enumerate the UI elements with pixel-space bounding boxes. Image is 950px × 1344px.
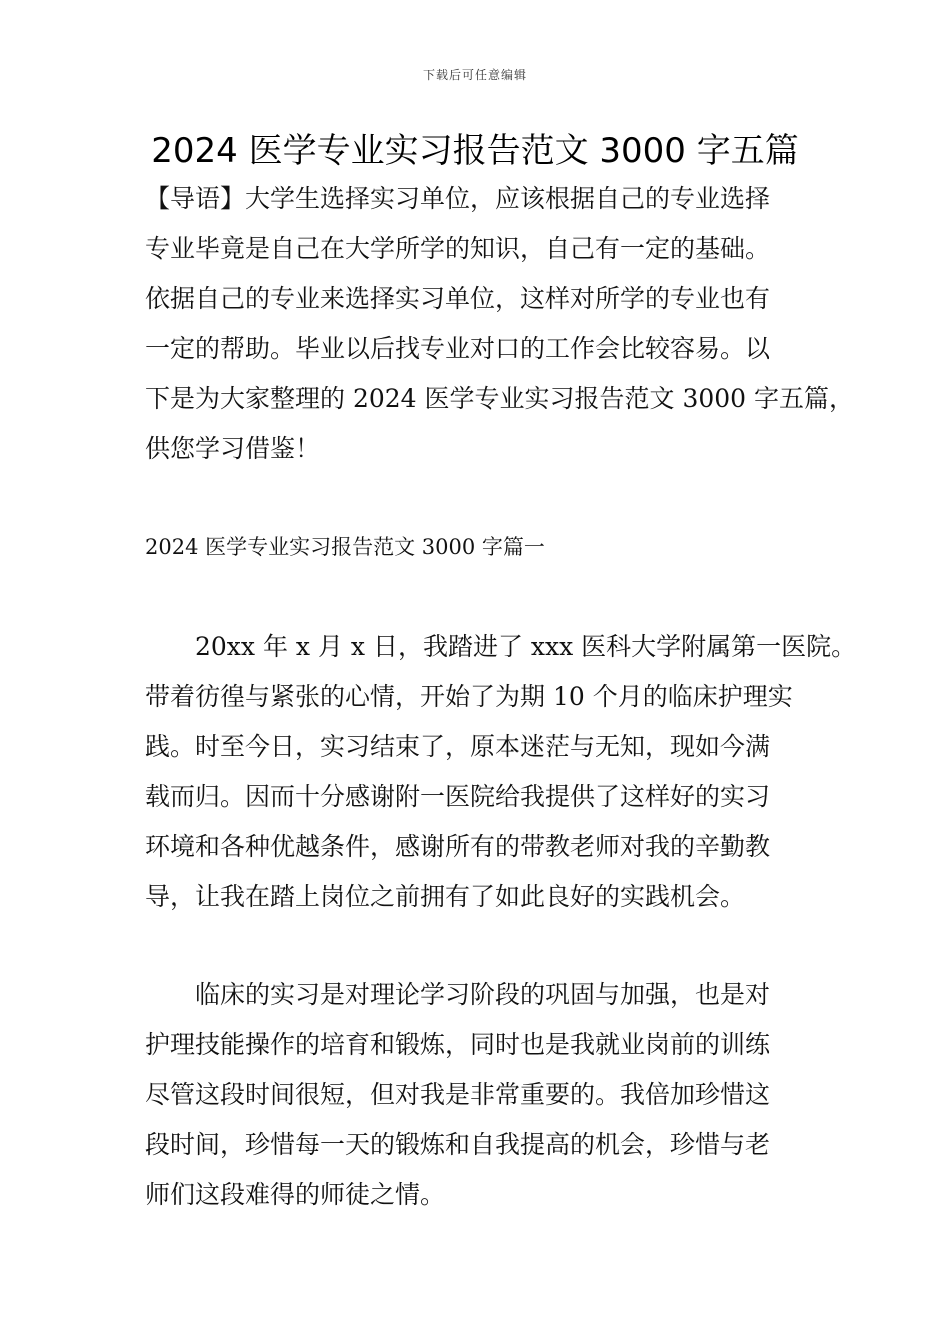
paragraph-line: 导，让我在踏上岗位之前拥有了如此良好的实践机会。 bbox=[145, 882, 746, 911]
intro-paragraph bbox=[145, 174, 854, 474]
body-paragraph-1 bbox=[145, 622, 856, 922]
intro-line: 下是为大家整理的 2024 医学专业实习报告范文 3000 字五篇， bbox=[145, 384, 855, 413]
paragraph-line: 段时间，珍惜每一天的锻炼和自我提高的机会，珍惜与老 bbox=[145, 1130, 771, 1159]
paragraph-line: 环境和各种优越条件，感谢所有的带教老师对我的辛勤教 bbox=[145, 832, 771, 861]
intro-line: 专业毕竟是自己在大学所学的知识，自己有一定的基础。 bbox=[145, 234, 771, 263]
intro-line: 一定的帮助。毕业以后找专业对口的工作会比较容易。以 bbox=[145, 334, 771, 363]
intro-line: 依据自己的专业来选择实习单位，这样对所学的专业也有 bbox=[145, 284, 771, 313]
paragraph-line: 带着彷徨与紧张的心情，开始了为期 10 个月的临床护理实 bbox=[145, 682, 793, 711]
paragraph-line: 践。时至今日，实习结束了，原本迷茫与无知，现如今满 bbox=[145, 732, 771, 761]
document-title: 2024 医学专业实习报告范文 3000 字五篇 bbox=[151, 131, 799, 171]
paragraph-line: 临床的实习是对理论学习阶段的巩固与加强，也是对 bbox=[145, 980, 771, 1009]
section-heading: 2024 医学专业实习报告范文 3000 字篇一 bbox=[145, 535, 545, 559]
paragraph-line: 师们这段难得的师徒之情。 bbox=[145, 1180, 446, 1209]
intro-line: 【导语】大学生选择实习单位，应该根据自己的专业选择 bbox=[145, 184, 771, 213]
header-note: 下载后可任意编辑 bbox=[422, 68, 527, 82]
body-paragraph-2 bbox=[145, 970, 770, 1220]
intro-line: 供您学习借鉴！ bbox=[145, 434, 321, 463]
paragraph-line: 护理技能操作的培育和锻炼，同时也是我就业岗前的训练 bbox=[145, 1030, 771, 1059]
paragraph-line: 载而归。因而十分感谢附一医院给我提供了这样好的实习 bbox=[145, 782, 771, 811]
paragraph-line: 20xx 年 x 月 x 日，我踏进了 xxx 医科大学附属第一医院。 bbox=[145, 632, 857, 661]
paragraph-line: 尽管这段时间很短，但对我是非常重要的。我倍加珍惜这 bbox=[145, 1080, 771, 1109]
